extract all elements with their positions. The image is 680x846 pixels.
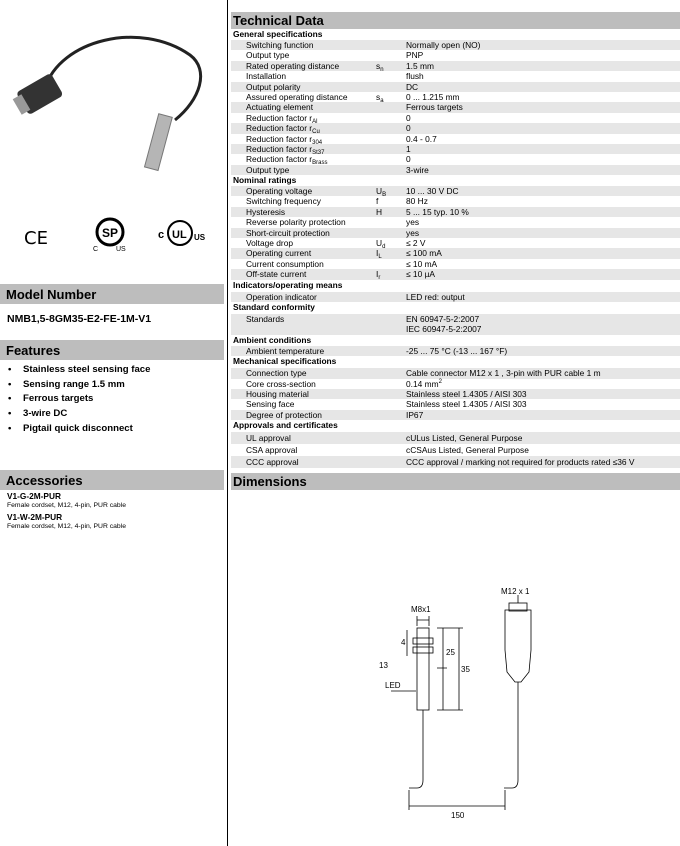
led-label: LED xyxy=(385,681,401,691)
column-divider xyxy=(227,0,228,846)
accessories-list xyxy=(0,490,224,534)
svg-text:C: C xyxy=(93,246,99,252)
symbol-text: I xyxy=(376,248,379,259)
spec-value-text: CCC approval / marking not required for products rated ≤36 V xyxy=(406,457,635,468)
spec-label xyxy=(231,134,376,144)
spec-symbol xyxy=(376,228,406,238)
symbol-text: s xyxy=(376,60,381,71)
dim-m8: M8x1 xyxy=(411,605,431,615)
spec-row xyxy=(231,165,680,175)
spec-value xyxy=(406,71,680,81)
spec-label-text: Connection type xyxy=(246,368,307,379)
spec-value xyxy=(406,368,680,378)
spec-value xyxy=(406,196,680,206)
section-title: Indicators/operating means xyxy=(233,279,343,290)
spec-value-text: flush xyxy=(406,71,424,82)
dim-35: 35 xyxy=(461,665,470,675)
spec-value-text: 5 ... 15 typ. 10 % xyxy=(406,206,469,217)
right-column xyxy=(231,12,680,830)
svg-text:UL: UL xyxy=(172,229,187,241)
spec-label-text: UL approval xyxy=(246,433,291,444)
spec-label-text: Standards xyxy=(246,313,285,324)
spec-label-subscript: Cu xyxy=(312,129,320,136)
spec-row xyxy=(231,410,680,420)
spec-value xyxy=(406,144,680,154)
spec-value xyxy=(406,82,680,92)
svg-text:c: c xyxy=(158,229,165,241)
spec-value xyxy=(406,432,680,444)
spec-symbol xyxy=(376,456,406,468)
spec-row xyxy=(231,456,680,468)
spec-label xyxy=(231,50,376,60)
spec-value-text: 80 Hz xyxy=(406,196,428,207)
spec-label-subscript: St37 xyxy=(312,149,325,156)
spec-label-text: Current consumption xyxy=(246,258,324,269)
dim-m12: M12 x 1 xyxy=(501,587,530,597)
spec-label xyxy=(231,238,376,248)
accessory-desc: Female cordset, M12, 4-pin, PUR cable xyxy=(7,523,126,530)
spec-label xyxy=(231,248,379,259)
spec-row xyxy=(231,228,680,238)
spec-symbol xyxy=(376,379,406,389)
spec-label xyxy=(231,346,376,356)
spec-symbol xyxy=(376,113,406,123)
spec-value xyxy=(406,92,680,102)
spec-value-text: ≤ 10 µA xyxy=(406,269,435,280)
spec-label-text: Core cross-section xyxy=(246,378,316,389)
spec-value xyxy=(406,346,680,356)
spec-label xyxy=(231,82,376,92)
symbol-subscript: a xyxy=(380,97,384,104)
dim-13: 13 xyxy=(379,661,388,671)
spec-row xyxy=(231,186,680,199)
section-title: Standard conformity xyxy=(233,301,315,312)
svg-text:US: US xyxy=(116,246,126,252)
model-number: NMB1,5-8GM35-E2-FE-1M-V1 xyxy=(7,313,152,325)
spec-row xyxy=(231,113,680,123)
spec-row xyxy=(231,92,680,102)
spec-label-text: Reduction factor r xyxy=(246,143,313,154)
spec-label xyxy=(231,92,376,102)
spec-value-text: IEC 60947-5-2:2007 xyxy=(406,324,482,335)
spec-label xyxy=(231,399,376,409)
spec-value-text: EN 60947-5-2:2007 xyxy=(406,313,480,324)
accessory-name: V1-W-2M-PUR xyxy=(7,512,63,522)
spec-symbol xyxy=(376,71,406,81)
spec-value-text: 0.4 - 0.7 xyxy=(406,133,437,144)
spec-symbol xyxy=(376,346,406,356)
spec-label-text: Switching function xyxy=(246,40,314,50)
spec-row xyxy=(231,71,680,81)
spec-label-text: Output polarity xyxy=(246,81,301,92)
spec-value xyxy=(406,248,680,258)
spec-label-text: Reduction factor r xyxy=(246,154,313,165)
spec-label xyxy=(231,154,376,167)
spec-value xyxy=(406,217,680,227)
spec-label xyxy=(231,389,376,399)
spec-label xyxy=(231,102,376,112)
symbol-text: U xyxy=(376,238,383,249)
spec-row xyxy=(231,346,680,356)
spec-symbol xyxy=(376,314,406,335)
spec-value-text: Cable connector M12 x 1 , 3-pin with PUR cable 1 m xyxy=(406,368,601,379)
spec-label xyxy=(231,61,376,71)
spec-label-text: Reverse polarity protection xyxy=(246,217,346,228)
spec-value-text: 3-wire xyxy=(406,164,429,175)
dimension-drawing xyxy=(231,490,680,830)
spec-row xyxy=(231,389,680,399)
symbol-subscript: r xyxy=(378,275,381,282)
spec-value xyxy=(406,389,680,399)
spec-symbol xyxy=(376,144,406,154)
features-header: Features xyxy=(0,340,224,360)
accessory-desc: Female cordset, M12, 4-pin, PUR cable xyxy=(7,502,126,509)
spec-value-text: Normally open (NO) xyxy=(406,40,481,50)
spec-symbol xyxy=(376,123,406,133)
spec-value-text: -25 ... 75 °C (-13 ... 167 °F) xyxy=(406,345,508,356)
spec-label-text: Installation xyxy=(246,71,287,82)
spec-value xyxy=(406,410,680,420)
features-list xyxy=(0,360,224,470)
symbol-subscript: B xyxy=(382,192,387,199)
spec-value-text: PNP xyxy=(406,50,424,61)
spec-value-text: yes xyxy=(406,217,420,228)
spec-label-text: Off-state current xyxy=(246,269,307,280)
spec-value xyxy=(406,134,680,144)
spec-symbol xyxy=(376,102,406,112)
spec-row xyxy=(231,144,680,154)
spec-label-text: Ambient temperature xyxy=(246,345,325,356)
spec-value xyxy=(406,40,680,50)
spec-value-text: ≤ 10 mA xyxy=(406,258,438,269)
spec-symbol xyxy=(376,40,406,50)
spec-symbol xyxy=(376,207,406,217)
spec-label-text: Reduction factor r xyxy=(246,112,313,123)
spec-row xyxy=(231,82,680,92)
spec-symbol xyxy=(376,399,406,409)
spec-value-text: LED red: output xyxy=(406,291,465,302)
spec-label-text: Short-circuit protection xyxy=(246,227,330,238)
spec-label-text: Reduction factor r xyxy=(246,123,313,134)
spec-label-text: Output type xyxy=(246,50,290,61)
spec-label xyxy=(231,444,376,456)
spec-label xyxy=(231,186,376,196)
spec-row xyxy=(231,432,680,444)
spec-value-text: DC xyxy=(406,81,419,92)
spec-label-text: Actuating element xyxy=(246,102,314,113)
spec-value-text: 0 xyxy=(406,112,411,123)
spec-value xyxy=(406,238,680,248)
spec-symbol xyxy=(376,217,406,227)
symbol-text: f xyxy=(376,196,379,207)
section-title: Approvals and certificates xyxy=(233,420,338,431)
spec-label-text: Operating current xyxy=(246,248,312,259)
spec-label-subscript: Brass xyxy=(312,160,328,167)
spec-symbol xyxy=(376,238,406,251)
spec-symbol xyxy=(376,134,406,144)
spec-row xyxy=(231,61,680,71)
spec-value xyxy=(406,399,680,409)
spec-symbol xyxy=(376,154,406,164)
spec-label-text: Rated operating distance xyxy=(246,60,340,71)
certification-logos xyxy=(0,200,224,280)
spec-label-text: Sensing face xyxy=(246,399,295,410)
symbol-text: s xyxy=(376,91,381,102)
spec-row xyxy=(231,269,680,282)
spec-value-text: 0 ... 1.215 mm xyxy=(406,91,460,102)
spec-value xyxy=(406,444,680,456)
spec-label xyxy=(231,456,376,468)
model-number-header: Model Number xyxy=(0,284,224,304)
left-column xyxy=(0,0,224,534)
spec-label-subscript: 304 xyxy=(312,139,323,146)
spec-value-text: yes xyxy=(406,227,420,238)
feature-item: • Pigtail quick disconnect xyxy=(8,422,224,437)
spec-label xyxy=(231,379,376,389)
spec-value xyxy=(406,269,680,279)
spec-value xyxy=(406,102,680,112)
feature-item: • 3-wire DC xyxy=(8,407,224,422)
spec-value-text: 1 xyxy=(406,143,411,154)
spec-label xyxy=(231,269,379,280)
ul-logo xyxy=(158,218,218,248)
ce-mark: CE xyxy=(24,228,48,249)
dim-25: 25 xyxy=(446,648,455,658)
spec-label xyxy=(231,123,376,136)
spec-row xyxy=(231,123,680,136)
spec-value xyxy=(406,292,680,302)
section-title: Ambient conditions xyxy=(233,334,312,345)
spec-value-text: cCSAus Listed, General Purpose xyxy=(406,445,529,456)
spec-label xyxy=(231,314,376,335)
spec-label xyxy=(231,228,376,238)
spec-label xyxy=(231,368,376,378)
spec-value xyxy=(406,186,680,196)
spec-label xyxy=(231,144,376,154)
spec-label-text: CCC approval xyxy=(246,457,299,468)
spec-label-text: Operating voltage xyxy=(246,186,313,197)
svg-text:US: US xyxy=(194,233,206,242)
spec-value-text: 10 ... 30 V DC xyxy=(406,186,459,197)
spec-label xyxy=(231,71,376,81)
technical-data-header: Technical Data xyxy=(231,12,680,29)
spec-row xyxy=(231,259,680,269)
spec-value-text: 0.14 mm xyxy=(406,378,439,389)
spec-row xyxy=(231,292,680,302)
spec-label-text: CSA approval xyxy=(246,445,298,456)
spec-row xyxy=(231,379,680,389)
spec-value-text: Stainless steel 1.4305 / AISI 303 xyxy=(406,388,527,399)
spec-symbol xyxy=(376,410,406,420)
spec-symbol xyxy=(376,248,406,261)
spec-label-subscript: Al xyxy=(312,118,318,125)
spec-value xyxy=(406,113,680,123)
symbol-subscript: n xyxy=(380,66,384,73)
section-title: Nominal ratings xyxy=(233,175,297,186)
spec-label-text: Hysteresis xyxy=(246,206,286,217)
section-title: General specifications xyxy=(233,29,323,39)
csa-logo xyxy=(92,216,128,252)
product-photo xyxy=(0,0,224,200)
spec-label xyxy=(231,410,376,420)
symbol-text: U xyxy=(376,186,383,197)
svg-text:SP: SP xyxy=(102,226,119,240)
spec-row xyxy=(231,50,680,60)
feature-item: • Sensing range 1.5 mm xyxy=(8,378,224,393)
spec-symbol xyxy=(376,61,406,71)
spec-row xyxy=(231,40,680,50)
spec-row xyxy=(231,238,680,251)
spec-row xyxy=(231,207,680,217)
spec-label xyxy=(231,259,376,269)
spec-symbol xyxy=(376,259,406,269)
spec-label-text: Housing material xyxy=(246,388,309,399)
spec-label xyxy=(231,113,376,123)
value-superscript: 2 xyxy=(438,378,442,385)
spec-row xyxy=(231,399,680,409)
technical-data-table xyxy=(231,29,680,468)
spec-value-text: Stainless steel 1.4305 / AISI 303 xyxy=(406,399,527,410)
feature-item: • Stainless steel sensing face xyxy=(8,363,224,378)
spec-value-text: ≤ 100 mA xyxy=(406,248,442,259)
spec-label-text: Degree of protection xyxy=(246,409,322,420)
spec-value xyxy=(406,61,680,71)
spec-value-text: 0 xyxy=(406,154,411,165)
spec-label xyxy=(231,207,376,217)
spec-row xyxy=(231,217,680,227)
spec-row xyxy=(231,368,680,378)
spec-label-text: Assured operating distance xyxy=(246,91,348,102)
spec-row xyxy=(231,196,680,206)
spec-symbol xyxy=(376,368,406,378)
spec-label xyxy=(231,432,376,444)
spec-row xyxy=(231,154,680,167)
spec-value-text: Ferrous targets xyxy=(406,102,463,113)
spec-value xyxy=(406,314,680,335)
symbol-text: I xyxy=(376,269,379,280)
section-title: Mechanical specifications xyxy=(233,356,337,367)
spec-value-text: IP67 xyxy=(406,409,424,420)
spec-symbol xyxy=(376,186,406,199)
dim-4: 4 xyxy=(401,638,406,648)
spec-label xyxy=(231,217,376,227)
spec-value xyxy=(406,154,680,164)
spec-symbol xyxy=(376,196,406,206)
spec-row xyxy=(231,444,680,456)
spec-symbol xyxy=(376,165,406,175)
spec-value xyxy=(406,379,680,389)
spec-label xyxy=(231,292,376,302)
spec-symbol xyxy=(376,269,406,282)
spec-label-text: Output type xyxy=(246,164,290,175)
spec-label-text: Operation indicator xyxy=(246,291,317,302)
spec-value xyxy=(406,123,680,133)
spec-row xyxy=(231,102,680,112)
spec-row xyxy=(231,314,680,335)
spec-value xyxy=(406,207,680,217)
spec-value-text: 1.5 mm xyxy=(406,60,434,71)
spec-label-text: Switching frequency xyxy=(246,196,321,207)
spec-row xyxy=(231,134,680,144)
symbol-subscript: d xyxy=(382,244,386,251)
dim-150: 150 xyxy=(451,811,465,821)
spec-symbol xyxy=(376,292,406,302)
spec-label xyxy=(231,196,379,207)
spec-symbol xyxy=(376,444,406,456)
spec-symbol xyxy=(376,50,406,60)
feature-item: • Ferrous targets xyxy=(8,392,224,407)
symbol-text: H xyxy=(376,206,383,217)
spec-symbol xyxy=(376,389,406,399)
spec-label xyxy=(231,40,376,50)
spec-label-text: Reduction factor r xyxy=(246,133,313,144)
accessories-header: Accessories xyxy=(0,470,224,490)
spec-value xyxy=(406,165,680,175)
dimensions-header: Dimensions xyxy=(231,473,680,490)
spec-symbol xyxy=(376,432,406,444)
spec-row xyxy=(231,248,680,261)
spec-value xyxy=(406,456,680,468)
spec-symbol xyxy=(376,82,406,92)
spec-value-text: ≤ 2 V xyxy=(406,238,426,249)
spec-value-text: cULus Listed, General Purpose xyxy=(406,433,523,444)
accessory-name: V1-G-2M-PUR xyxy=(7,491,61,501)
spec-value xyxy=(406,228,680,238)
symbol-subscript: L xyxy=(378,254,382,261)
spec-value xyxy=(406,259,680,269)
spec-label xyxy=(231,165,376,175)
spec-symbol xyxy=(376,92,406,102)
spec-value xyxy=(406,50,680,60)
spec-value-text: 0 xyxy=(406,123,411,134)
spec-label-text: Voltage drop xyxy=(246,238,294,249)
